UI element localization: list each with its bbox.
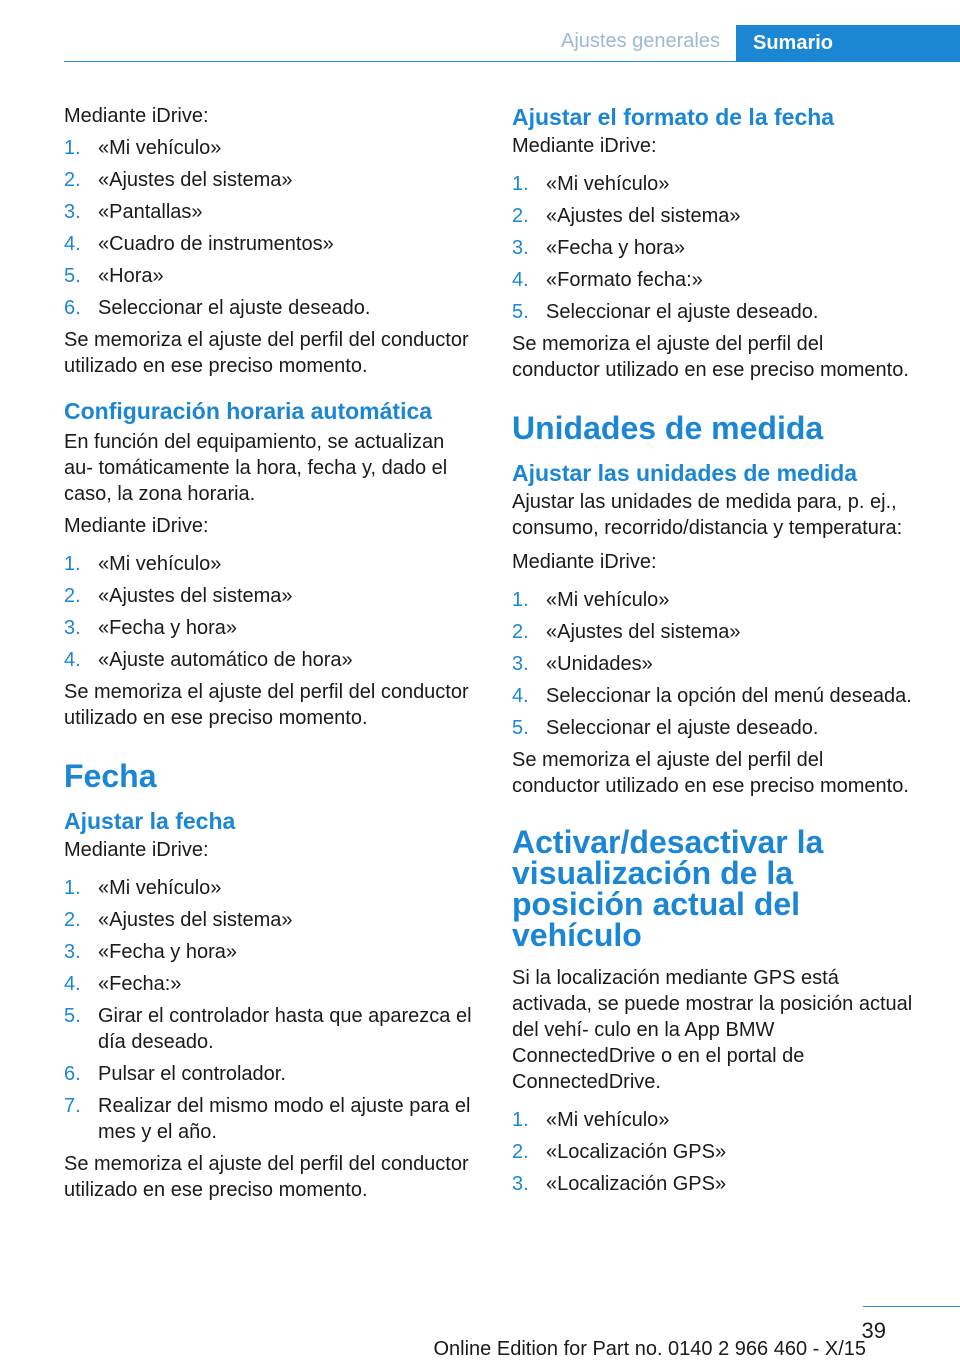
list-text: «Localización GPS» <box>546 1173 727 1195</box>
list-number: 3. <box>64 201 81 223</box>
list-item <box>64 875 478 901</box>
list-item <box>64 907 478 933</box>
list-item <box>64 167 478 193</box>
list-number: 5. <box>64 265 81 287</box>
list-text: «Mi vehículo» <box>98 137 222 159</box>
list-number: 1. <box>64 137 81 159</box>
steps-list <box>512 587 916 741</box>
list-item <box>64 135 478 161</box>
list-item <box>64 551 478 577</box>
profile-note: Se memoriza el ajuste del perfil del conductor utilizado en ese preciso momento. <box>512 333 909 381</box>
list-number: 3. <box>512 1173 529 1195</box>
list-number: 7. <box>64 1095 81 1117</box>
heading-fecha: Fecha <box>64 758 157 794</box>
list-number: 4. <box>512 269 529 291</box>
list-text: «Hora» <box>98 265 164 287</box>
profile-note: Se memoriza el ajuste del perfil del conductor utilizado en ese preciso momento. <box>64 329 469 377</box>
list-text: «Mi vehículo» <box>546 1109 670 1131</box>
list-item <box>64 295 478 321</box>
list-item <box>64 1061 478 1087</box>
list-item <box>64 939 478 965</box>
list-number: 2. <box>64 585 81 607</box>
list-text: «Mi vehículo» <box>546 173 670 195</box>
intro-text: Mediante iDrive: <box>64 105 209 127</box>
list-item <box>512 299 916 325</box>
list-text: «Mi vehículo» <box>98 553 222 575</box>
list-number: 3. <box>64 617 81 639</box>
list-number: 2. <box>512 621 529 643</box>
list-text: Pulsar el controlador. <box>98 1063 286 1085</box>
list-text: «Fecha y hora» <box>546 237 685 259</box>
intro-text: Mediante iDrive: <box>512 135 657 157</box>
heading-auto-time: Configuración horaria automática <box>64 398 433 424</box>
list-text: «Mi vehículo» <box>98 877 222 899</box>
list-number: 5. <box>512 717 529 739</box>
list-item <box>512 651 916 677</box>
list-text: «Cuadro de instrumentos» <box>98 233 334 255</box>
intro-text: Mediante iDrive: <box>512 551 657 573</box>
list-text: Seleccionar la opción del menú deseada. <box>546 685 912 707</box>
heading-date-format: Ajustar el formato de la fecha <box>512 104 835 130</box>
list-item <box>64 263 478 289</box>
intro-text: Mediante iDrive: <box>64 515 209 537</box>
list-number: 5. <box>64 1005 81 1027</box>
list-item <box>512 683 916 709</box>
list-item <box>512 203 916 229</box>
left-column <box>64 103 478 1203</box>
list-item <box>512 619 916 645</box>
list-number: 5. <box>512 301 529 323</box>
profile-note: Se memoriza el ajuste del perfil del conductor utilizado en ese preciso momento. <box>64 1153 469 1201</box>
list-number: 2. <box>512 1141 529 1163</box>
steps-list <box>64 875 478 1145</box>
list-text: «Fecha:» <box>98 973 182 995</box>
list-item <box>64 647 478 673</box>
footer-rule <box>863 1306 960 1307</box>
list-number: 1. <box>512 589 529 611</box>
profile-note: Se memoriza el ajuste del perfil del conductor utilizado en ese preciso momento. <box>64 681 469 729</box>
heading-vehicle-position: Activar/desactivar la visualización de la posición actual del vehículo <box>512 824 824 953</box>
list-item <box>512 235 916 261</box>
right-column <box>512 103 916 1203</box>
list-text: «Ajustes del sistema» <box>546 621 741 643</box>
list-item <box>512 1171 916 1197</box>
list-number: 4. <box>64 973 81 995</box>
auto-time-text: En función del equipamiento, se actualizan au‐ tomáticamente la hora, fecha y, dado el caso, la zona horaria. <box>64 431 448 505</box>
list-number: 4. <box>64 233 81 255</box>
list-item <box>64 199 478 225</box>
steps-list <box>512 171 916 325</box>
list-item <box>512 267 916 293</box>
list-number: 2. <box>64 169 81 191</box>
position-text: Si la localización mediante GPS está activada, se puede mostrar la posición actual del vehí‐ culo en la App BMW ConnectedDrive o en el portal de ConnectedDrive. <box>512 967 913 1093</box>
list-text: «Fecha y hora» <box>98 617 237 639</box>
list-item <box>64 231 478 257</box>
heading-units: Unidades de medida <box>512 410 824 446</box>
steps-list <box>64 135 478 321</box>
list-number: 6. <box>64 297 81 319</box>
list-number: 1. <box>512 173 529 195</box>
section-title: Ajustes generales <box>561 30 720 52</box>
list-text: Girar el controlador hasta que aparezca el día deseado. <box>98 1005 472 1053</box>
list-text: «Formato fecha:» <box>546 269 703 291</box>
list-text: Seleccionar el ajuste deseado. <box>546 717 819 739</box>
profile-note: Se memoriza el ajuste del perfil del conductor utilizado en ese preciso momento. <box>512 749 909 797</box>
steps-list <box>64 551 478 673</box>
list-text: Seleccionar el ajuste deseado. <box>98 297 371 319</box>
edition-text: Online Edition for Part no. 0140 2 966 460 - X/15 <box>433 1338 866 1360</box>
list-number: 4. <box>64 649 81 671</box>
summary-tab[interactable]: Sumario <box>736 25 960 62</box>
list-item <box>512 171 916 197</box>
list-number: 1. <box>512 1109 529 1131</box>
list-item <box>512 587 916 613</box>
units-text: Ajustar las unidades de medida para, p. ej., consumo, recorrido/distancia y temperatura: <box>512 491 903 539</box>
steps-list <box>512 1107 916 1197</box>
heading-set-units: Ajustar las unidades de medida <box>512 460 858 486</box>
list-text: «Fecha y hora» <box>98 941 237 963</box>
page-number: 39 <box>861 1318 886 1343</box>
list-item <box>512 715 916 741</box>
list-number: 4. <box>512 685 529 707</box>
list-number: 3. <box>64 941 81 963</box>
list-number: 2. <box>512 205 529 227</box>
list-number: 3. <box>512 237 529 259</box>
list-item <box>64 971 478 997</box>
list-item <box>64 615 478 641</box>
list-text: «Ajustes del sistema» <box>98 909 293 931</box>
list-text: Realizar del mismo modo el ajuste para el mes y el año. <box>98 1095 471 1143</box>
list-item <box>512 1139 916 1165</box>
list-item <box>64 1093 478 1145</box>
list-text: «Mi vehículo» <box>546 589 670 611</box>
list-item <box>64 1003 478 1055</box>
list-text: Seleccionar el ajuste deseado. <box>546 301 819 323</box>
list-item <box>512 1107 916 1133</box>
list-number: 3. <box>512 653 529 675</box>
list-text: «Ajustes del sistema» <box>546 205 741 227</box>
list-text: «Ajuste automático de hora» <box>98 649 353 671</box>
list-text: «Localización GPS» <box>546 1141 727 1163</box>
heading-set-date: Ajustar la fecha <box>64 808 236 834</box>
list-text: «Unidades» <box>546 653 653 675</box>
list-text: «Ajustes del sistema» <box>98 169 293 191</box>
list-number: 6. <box>64 1063 81 1085</box>
list-item <box>64 583 478 609</box>
list-number: 1. <box>64 877 81 899</box>
list-text: «Pantallas» <box>98 201 203 223</box>
list-number: 1. <box>64 553 81 575</box>
page-header <box>0 0 960 62</box>
intro-text: Mediante iDrive: <box>64 839 209 861</box>
list-text: «Ajustes del sistema» <box>98 585 293 607</box>
list-number: 2. <box>64 909 81 931</box>
